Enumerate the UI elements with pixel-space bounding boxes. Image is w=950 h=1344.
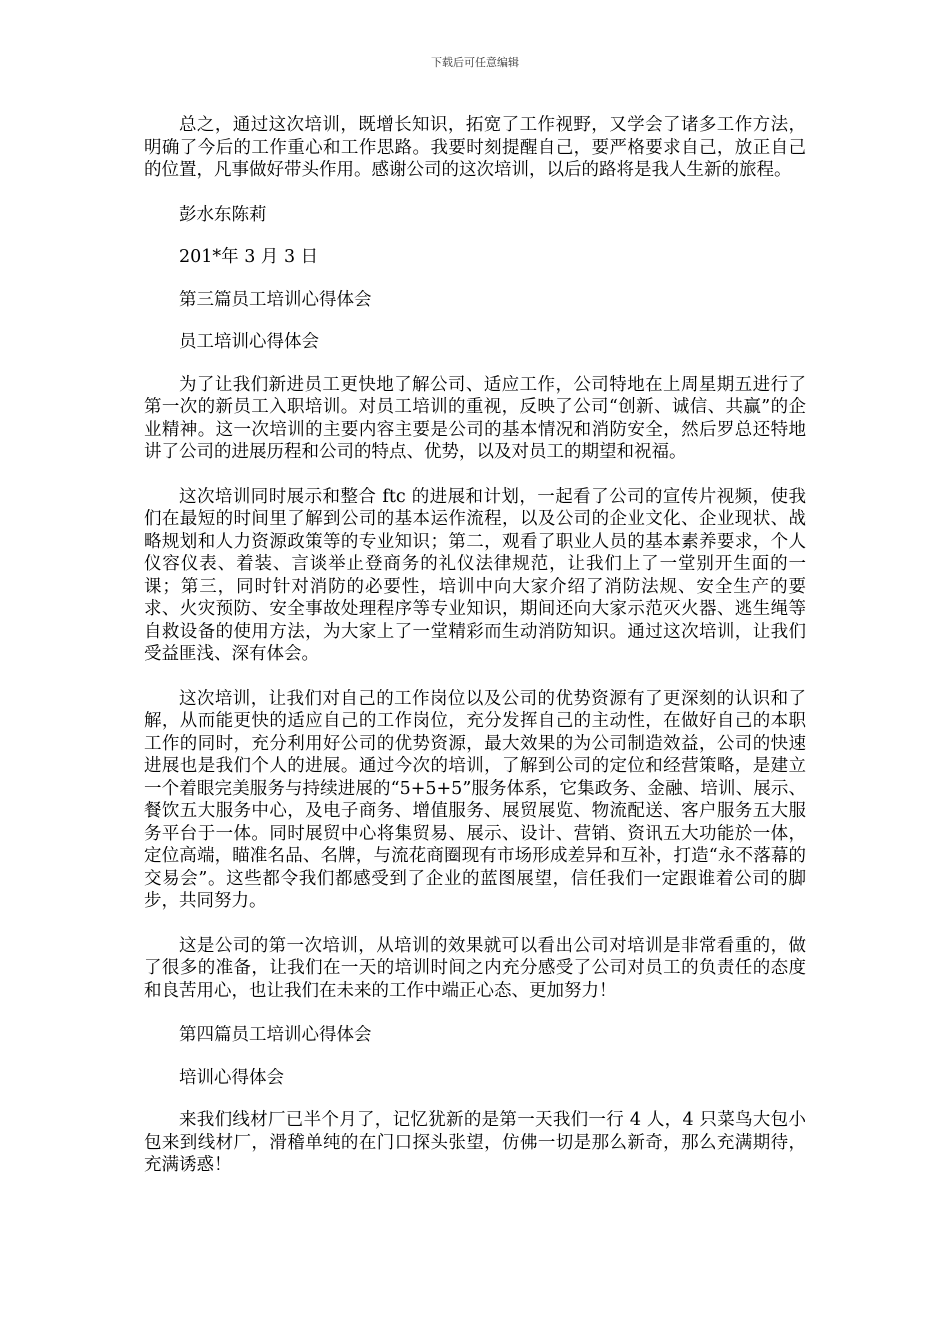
signature-names: 彭水东陈莉	[179, 204, 267, 225]
paragraph-training-content: 这次培训同时展示和整合 ftc 的进展和计划，一起看了公司的宣传片视频，使我们在最短的时间里了解到公司的基本运作流程，以及公司的企业文化、企业现状、战略规划和人力资源政策等的专业知识；第二，观看了职业人员的基本素养要求，个人仪容仪表、着装、言谈举止登商务的礼仪法律规范，让我们上了一堂别开生面的一课；第三，同时针对消防的必要性，培训中向大家介绍了消防法规、安全生产的要求、火灾预防、安全事故处理程序等专业知识，期间还向大家示范灭火器、逃生绳等自救设备的使用方法，为大家上了一堂精彩而生动消防知识。通过这次培训，让我们受益匪浅、深有体会。	[144, 486, 806, 664]
section-subtitle-3: 员工培训心得体会	[179, 332, 319, 352]
paragraph-conclusion: 这是公司的第一次培训，从培训的效果就可以看出公司对培训是非常看重的，做了很多的准备，让我们在一天的培训时间之内充分感受了公司对员工的负责任的态度和良苦用心，也让我们在未来的工作中端正心态、更加努力！	[144, 935, 806, 1001]
paragraph-factory: 来我们线材厂已半个月了，记忆犹新的是第一天我们一行 4 人，4 只菜鸟大包小包来到线材厂，滑稽单纯的在门口探头张望，仿佛一切是那么新奇，那么充满期待，充满诱惑！	[144, 1110, 806, 1175]
section-title-3: 第三篇员工培训心得体会	[179, 289, 372, 310]
section-subtitle-4: 培训心得体会	[179, 1067, 284, 1088]
section-title-4: 第四篇员工培训心得体会	[179, 1025, 372, 1045]
paragraph-summary: 总之，通过这次培训，既增长知识，拓宽了工作视野，又学会了诸多工作方法，明确了今后的工作重心和工作思路。我要时刻提醒自己，要严格要求自己，放正自己的位置，凡事做好带头作用。感谢公司的这次培训，以后的路将是我人生新的旅程。	[144, 115, 806, 180]
signature-date: 201*年 3 月 3 日	[179, 247, 319, 267]
paragraph-training-effect: 这次培训，让我们对自己的工作岗位以及公司的优势资源有了更深刻的认识和了解，从而能更快的适应自己的工作岗位，充分发挥自己的主动性，在做好自己的本职工作的同时，充分利用好公司的优势资源，最大效果的为公司制造效益，公司的快速进展也是我们个人的进展。通过今次的培训，了解到公司的定位和经营策略，是建立一个着眼完美服务与持续进展的“5+5+5”服务体系，它集政务、金融、培训、展示、餐饮五大服务中心，及电子商务、增值服务、展贸展览、物流配送、客户服务五大服务平台于一体。同时展贸中心将集贸易、展示、设计、营销、资讯五大功能於一体，定位高端，瞄准名品、名牌，与流花商圈现有市场形成差异和互补，打造“永不落幕的交易会”。这些都令我们都感受到了企业的蓝图展望，信任我们一定跟谁着公司的脚步，共同努力。	[144, 688, 806, 911]
paragraph-intro: 为了让我们新进员工更快地了解公司、适应工作，公司特地在上周星期五进行了第一次的新员工入职培训。对员工培训的重视，反映了公司“创新、诚信、共赢”的企业精神。这一次培训的主要内容主要是公司的基本情况和消防安全，然后罗总还特地讲了公司的进展历程和公司的特点、优势，以及对员工的期望和祝福。	[144, 374, 806, 462]
page-header: 下载后可任意编辑	[431, 56, 519, 69]
document-body	[144, 114, 806, 1199]
